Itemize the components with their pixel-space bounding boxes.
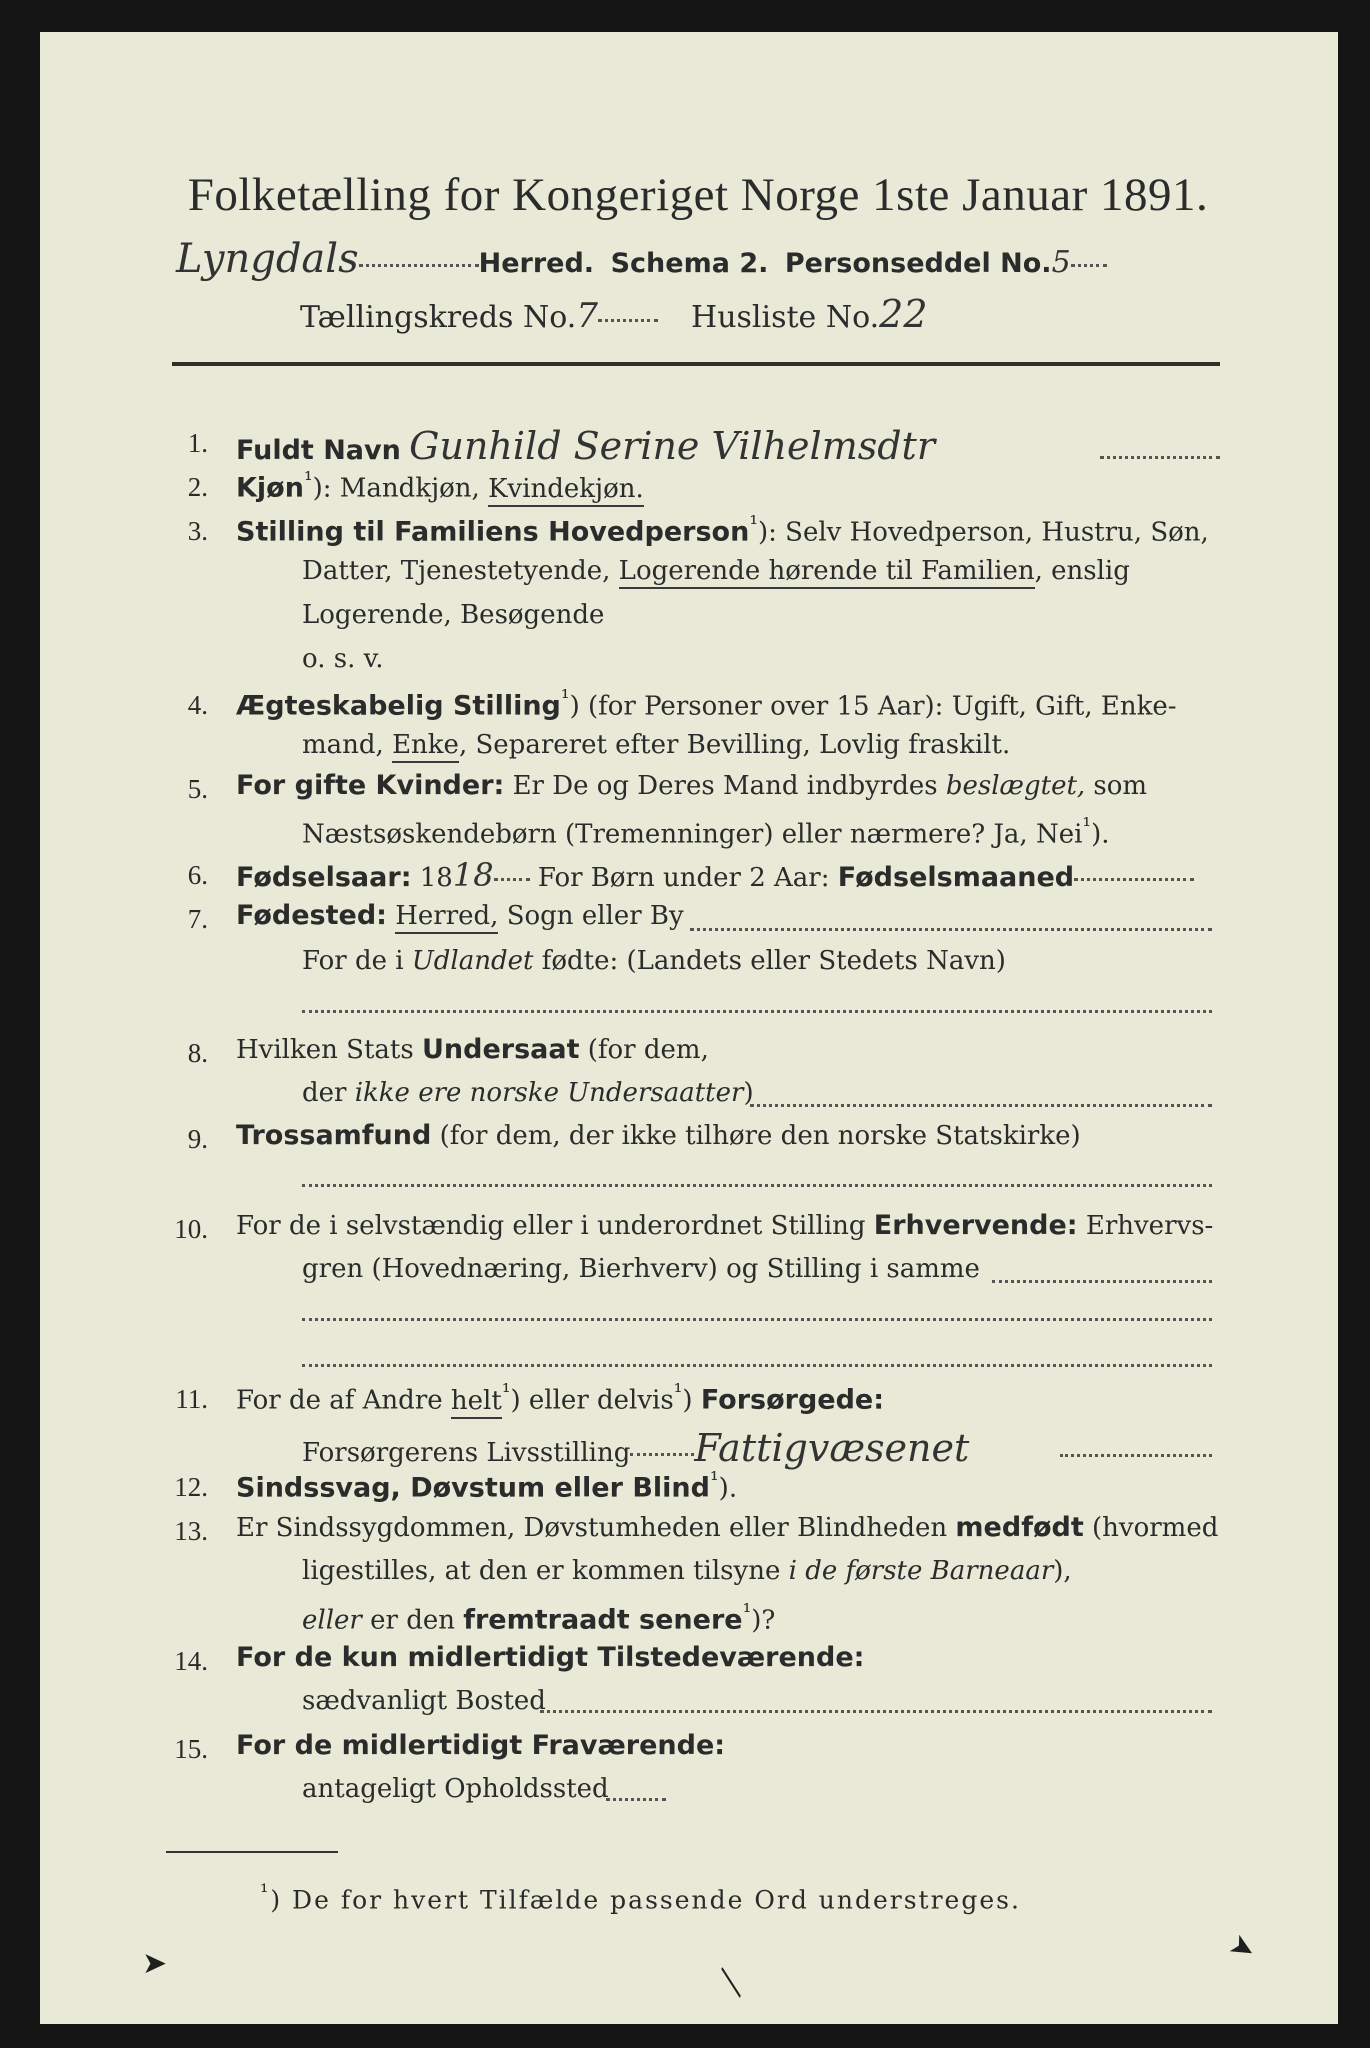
herred-line — [176, 236, 1107, 282]
footnote-ref: ¹ — [501, 1380, 511, 1405]
undersaat-italic: ikke ere norske Undersaatter — [354, 1078, 744, 1108]
dotted-fill — [1071, 264, 1107, 267]
item-3-line4: o. s. v. — [302, 644, 384, 674]
fravaerende-label: For de midlertidigt Fraværende: — [236, 1730, 726, 1761]
stilling-options: , enslig — [1034, 556, 1130, 586]
item-7-line2 — [302, 946, 1006, 976]
stilling-options: ): Selv Hovedperson, Hustru, Søn, — [758, 517, 1209, 548]
dotted-fill — [630, 1453, 694, 1456]
dotted-fill — [302, 1010, 1212, 1013]
item-number: 6. — [187, 860, 208, 890]
dotted-fill — [540, 1710, 1212, 1713]
dotted-fill — [598, 319, 658, 322]
item-4-line1 — [236, 686, 1177, 722]
dotted-fill — [302, 1184, 1212, 1187]
item-12-line — [236, 1468, 737, 1504]
item-13-line1 — [236, 1512, 1218, 1543]
taellingskreds-line — [300, 292, 928, 336]
dotted-fill — [494, 878, 530, 881]
fodselsaar-value: 18 — [452, 856, 494, 894]
item-number: 5. — [187, 774, 208, 804]
name-handwritten: Gunhild Serine Vilhelmsdtr — [409, 424, 935, 468]
fodested-selected: Herred, — [395, 901, 498, 934]
husliste-label: Husliste No. — [691, 300, 880, 335]
item-number: 10. — [174, 1214, 208, 1244]
dotted-fill — [359, 264, 479, 267]
dotted-fill — [690, 928, 1212, 931]
dotted-fill — [302, 1364, 1212, 1367]
item-number: 8. — [187, 1038, 208, 1068]
dotted-fill — [302, 1318, 1212, 1321]
footnote-ref: ¹ — [303, 468, 313, 493]
item-number: 7. — [187, 904, 208, 934]
erhverv-text: For de i selvstændig eller i underordnet Stilling — [236, 1211, 874, 1241]
footnote-ref: ¹ — [749, 512, 758, 537]
sindssvag-end: ). — [718, 1473, 738, 1504]
item-3-line1 — [236, 512, 1209, 548]
footnote-ref: ¹ — [560, 686, 570, 711]
header-rule — [172, 362, 1220, 366]
erhverv-text: Erhvervs- — [1077, 1211, 1214, 1241]
trossamfund-label: Trossamfund — [236, 1120, 432, 1151]
aegteskab-label: Ægteskabelig Stilling — [236, 690, 561, 722]
pen-mark-icon: ╱ — [714, 1968, 749, 1998]
dotted-fill — [1100, 456, 1220, 459]
item-14-line2 — [302, 1686, 546, 1716]
forsorger-handwritten: Fattigvæsenet — [694, 1426, 970, 1470]
undersaat-text: der — [302, 1078, 355, 1108]
arrow-mark-icon: ➤ — [142, 1946, 168, 1981]
fodested-options: Sogn eller By — [498, 901, 684, 931]
medfodt-text: Er Sindssygdommen, Døvstumheden eller Blindheden — [236, 1513, 956, 1543]
item-11-line2 — [302, 1426, 969, 1470]
fodested-label: Fødested: — [236, 900, 387, 931]
item-13-line3 — [302, 1600, 775, 1636]
forsorg-selected: helt — [451, 1386, 502, 1419]
livsstilling-label: Forsørgerens Livsstilling — [302, 1438, 631, 1468]
stilling-label: Stilling til Familiens Hovedperson — [236, 516, 750, 548]
item-number: 2. — [187, 472, 208, 502]
item-number: 4. — [187, 690, 208, 720]
undersaat-text: (for dem, — [579, 1035, 709, 1065]
item-3-line3: Logerende, Besøgende — [302, 600, 605, 630]
gifte-italic: beslægtet, — [945, 771, 1086, 801]
item-1-line — [236, 424, 935, 468]
item-9-line — [236, 1120, 1081, 1151]
herred-handwritten: Lyngdals — [176, 236, 359, 282]
medfodt-text: (hvormed — [1083, 1513, 1219, 1543]
opholdssted-label: antageligt Opholdssted — [302, 1774, 609, 1804]
footnote-ref: ¹ — [673, 1380, 683, 1405]
undersaat-label: Undersaat — [421, 1034, 580, 1065]
dotted-fill — [750, 1104, 1212, 1107]
sindssvag-label: Sindssvag, Døvstum eller Blind — [236, 1472, 710, 1504]
kjon-label: Kjøn — [236, 472, 304, 504]
item-8-line2 — [302, 1078, 754, 1108]
item-number: 14. — [174, 1646, 208, 1676]
gifte-text: som — [1085, 771, 1148, 801]
item-number: 15. — [174, 1734, 208, 1764]
stilling-selected: Logerende hørende til Familien — [619, 556, 1035, 589]
medfodt-label: medfødt — [955, 1512, 1084, 1543]
medfodt-text: er den — [361, 1605, 464, 1636]
footnote-rule — [166, 1851, 338, 1853]
item-7-line1 — [236, 900, 684, 931]
personseddel-value: 5 — [1051, 245, 1071, 280]
personseddel-label: Personseddel No. — [784, 248, 1052, 279]
footnote-ref: ¹ — [709, 1468, 719, 1493]
husliste-value: 22 — [879, 292, 928, 336]
fremtraadt-label: fremtraadt senere — [463, 1604, 743, 1636]
item-10-line1 — [236, 1210, 1213, 1241]
forsorg-text: For de af Andre — [236, 1385, 451, 1416]
forsorgede-label: Forsørgede: — [700, 1384, 885, 1416]
forsorg-text: ) eller delvis — [510, 1385, 674, 1416]
item-11-line1: For de af Andre helt$^{^1}$) eller delvis$^{^1}$) Forsørgede: — [236, 1380, 884, 1416]
medfodt-text: ligestilles, at den er kommen tilsyne — [302, 1556, 789, 1586]
arrow-mark-icon: ➤ — [1222, 1926, 1263, 1969]
fodselsaar-label: Fødselsaar: — [236, 862, 412, 893]
aegteskab-options: , Separeret efter Bevilling, Lovlig fraskilt. — [458, 730, 1011, 760]
fodselsmaaned-label: Fødselsmaaned — [837, 862, 1075, 893]
undersaat-text: Hvilken Stats — [236, 1035, 422, 1065]
item-2-line — [236, 468, 644, 504]
stilling-options: Datter, Tjenestetyende, — [302, 556, 619, 586]
item-15-line1 — [236, 1730, 725, 1761]
medfodt-text: ), — [1053, 1556, 1072, 1586]
item-number: 13. — [174, 1516, 208, 1546]
taellingskreds-label: Tællingskreds No. — [300, 300, 577, 335]
gifte-text: Er De og Deres Mand indbyrdes — [504, 771, 946, 801]
kjon-options: ): Mandkjøn, — [312, 473, 489, 504]
fodselsaar-prefix: 18 — [411, 863, 453, 893]
item-4-line2 — [302, 730, 1010, 760]
kjon-selected: Kvindekjøn. — [488, 474, 644, 507]
item-number: 11. — [175, 1384, 208, 1414]
udland-italic: Udlandet — [411, 946, 534, 976]
footnote — [260, 1880, 1021, 1914]
herred-label: Herred. — [478, 248, 595, 279]
item-number: 9. — [187, 1124, 208, 1154]
undersaat-text: ) — [743, 1078, 754, 1108]
footnote-text: ) De for hvert Tilfælde passende Ord understreges. — [270, 1885, 1021, 1915]
footnote-mark: ¹ — [260, 1880, 271, 1904]
item-8-line1 — [236, 1034, 709, 1065]
bosted-label: sædvanligt Bosted — [302, 1686, 546, 1716]
item-5-line1 — [236, 770, 1147, 801]
tilstedevaerende-label: For de kun midlertidigt Tilstedeværende: — [236, 1642, 865, 1673]
schema-label: Schema 2. — [610, 248, 769, 279]
aegteskab-options: ) (for Personer over 15 Aar): Ugift, Gift, Enke- — [569, 691, 1177, 722]
footnote-ref: ¹ — [742, 1600, 752, 1625]
trossamfund-text: (for dem, der ikke tilhøre den norske Statskirke) — [431, 1121, 1081, 1151]
eller-italic: eller — [302, 1605, 362, 1636]
item-13-line2 — [302, 1556, 1072, 1586]
barneaar-italic: i de første Barneaar — [788, 1556, 1054, 1586]
item-number: 12. — [174, 1472, 208, 1502]
taellingskreds-value: 7 — [576, 296, 598, 336]
item-3-line2 — [302, 556, 1130, 586]
fuldt-navn-label: Fuldt Navn — [236, 435, 401, 466]
udland-text: For de i — [302, 946, 412, 976]
dotted-fill — [606, 1798, 666, 1801]
medfodt-text: )? — [751, 1605, 776, 1636]
item-6-line — [236, 856, 1194, 894]
aegteskab-selected: Enke — [392, 730, 459, 763]
item-number: 1. — [187, 428, 208, 458]
udland-text: fødte: (Landets eller Stedets Navn) — [533, 946, 1006, 976]
item-5-line2: Næstsøskendebørn (Tremenninger) eller nærmere? Ja, Nei$^{^1}$). — [302, 814, 1110, 850]
item-14-line1 — [236, 1642, 864, 1673]
gifte-question: Næstsøskendebørn (Tremenninger) eller nærmere? Ja, Nei — [302, 819, 1083, 850]
item-15-line2 — [302, 1774, 609, 1804]
born-text: For Børn under 2 Aar: — [529, 863, 838, 893]
footnote-ref: ¹ — [1082, 814, 1092, 839]
gifte-kvinder-label: For gifte Kvinder: — [236, 770, 505, 801]
item-10-line2 — [302, 1254, 980, 1284]
dotted-fill — [1060, 1454, 1212, 1457]
erhvervende-label: Erhvervende: — [873, 1210, 1078, 1241]
dotted-fill — [1074, 878, 1194, 881]
erhverv-gren: gren (Hovednæring, Bierhverv) og Stilling i samme — [302, 1254, 980, 1284]
dotted-fill — [992, 1280, 1212, 1283]
form-title: Folketælling for Kongeriget Norge 1ste Januar 1891. — [187, 169, 1209, 221]
aegteskab-options: mand, — [302, 730, 393, 760]
item-number: 3. — [187, 516, 208, 546]
